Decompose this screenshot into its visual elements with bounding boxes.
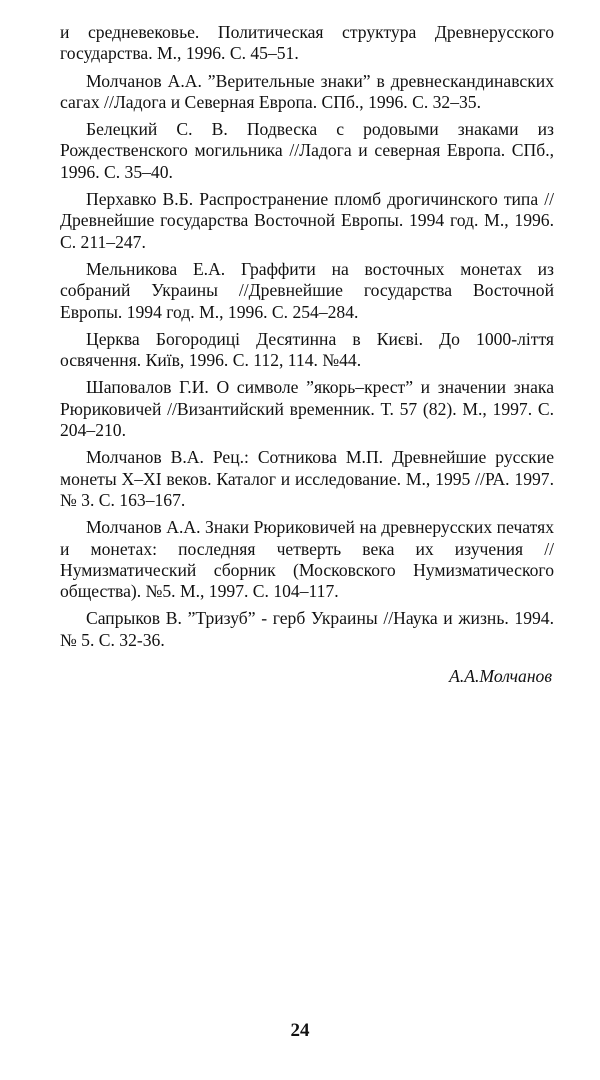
page-body [60,22,554,687]
reference-item: Шаповалов Г.И. О символе ”якорь–крест” и значении знака Рюриковичей //Византийский временник. Т. 57 (82). М., 1997. С. 204–210. [60,377,554,441]
reference-item: Мельникова Е.А. Граффити на восточных монетах из собраний Украины //Древнейшие государства Восточной Европы. 1994 год. М., 1996. С. 254–284. [60,258,554,322]
author-signature: А.А.Молчанов [449,666,552,687]
reference-item: Молчанов В.А. Рец.: Сотникова М.П. Древнейшие русские монеты X–XI веков. Каталог и исследование. М., 1995 //РА. 1997. № 3. С. 163–167. [60,447,554,510]
reference-list [60,22,554,651]
reference-item: Молчанов А.А. ”Верительные знаки” в древнескандинавских сагах //Ладога и Северная Европа. СПб., 1996. С. 32–35. [60,70,554,112]
reference-item: и средневековье. Политическая структура Древнерусского государства. М., 1996. С. 45–51. [60,22,554,64]
reference-item: Сапрыков В. ”Тризуб” - герб Украины //Наука и жизнь. 1994. № 5. С. 32-36. [60,608,554,650]
reference-item: Церква Богородиці Десятинна в Києві. До 1000-ліття освячення. Київ, 1996. С. 112, 114. №44. [60,328,554,371]
reference-item: Молчанов А.А. Знаки Рюриковичей на древнерусских печатях и монетах: последняя четверть века их изучения //Нумизматический сборник (Московского Нумизматического общества). №5. М., 1997. С. 104–117. [60,517,554,602]
page-number: 24 [290,1020,310,1041]
reference-item: Белецкий С. В. Подвеска с родовыми знаками из Рождественского могильника //Ладога и северная Европа. СПб., 1996. С. 35–40. [60,119,554,182]
reference-item: Перхавко В.Б. Распространение пломб дрогичинского типа //Древнейшие государства Восточной Европы. 1994 год. М., 1996. С. 211–247. [60,189,554,252]
